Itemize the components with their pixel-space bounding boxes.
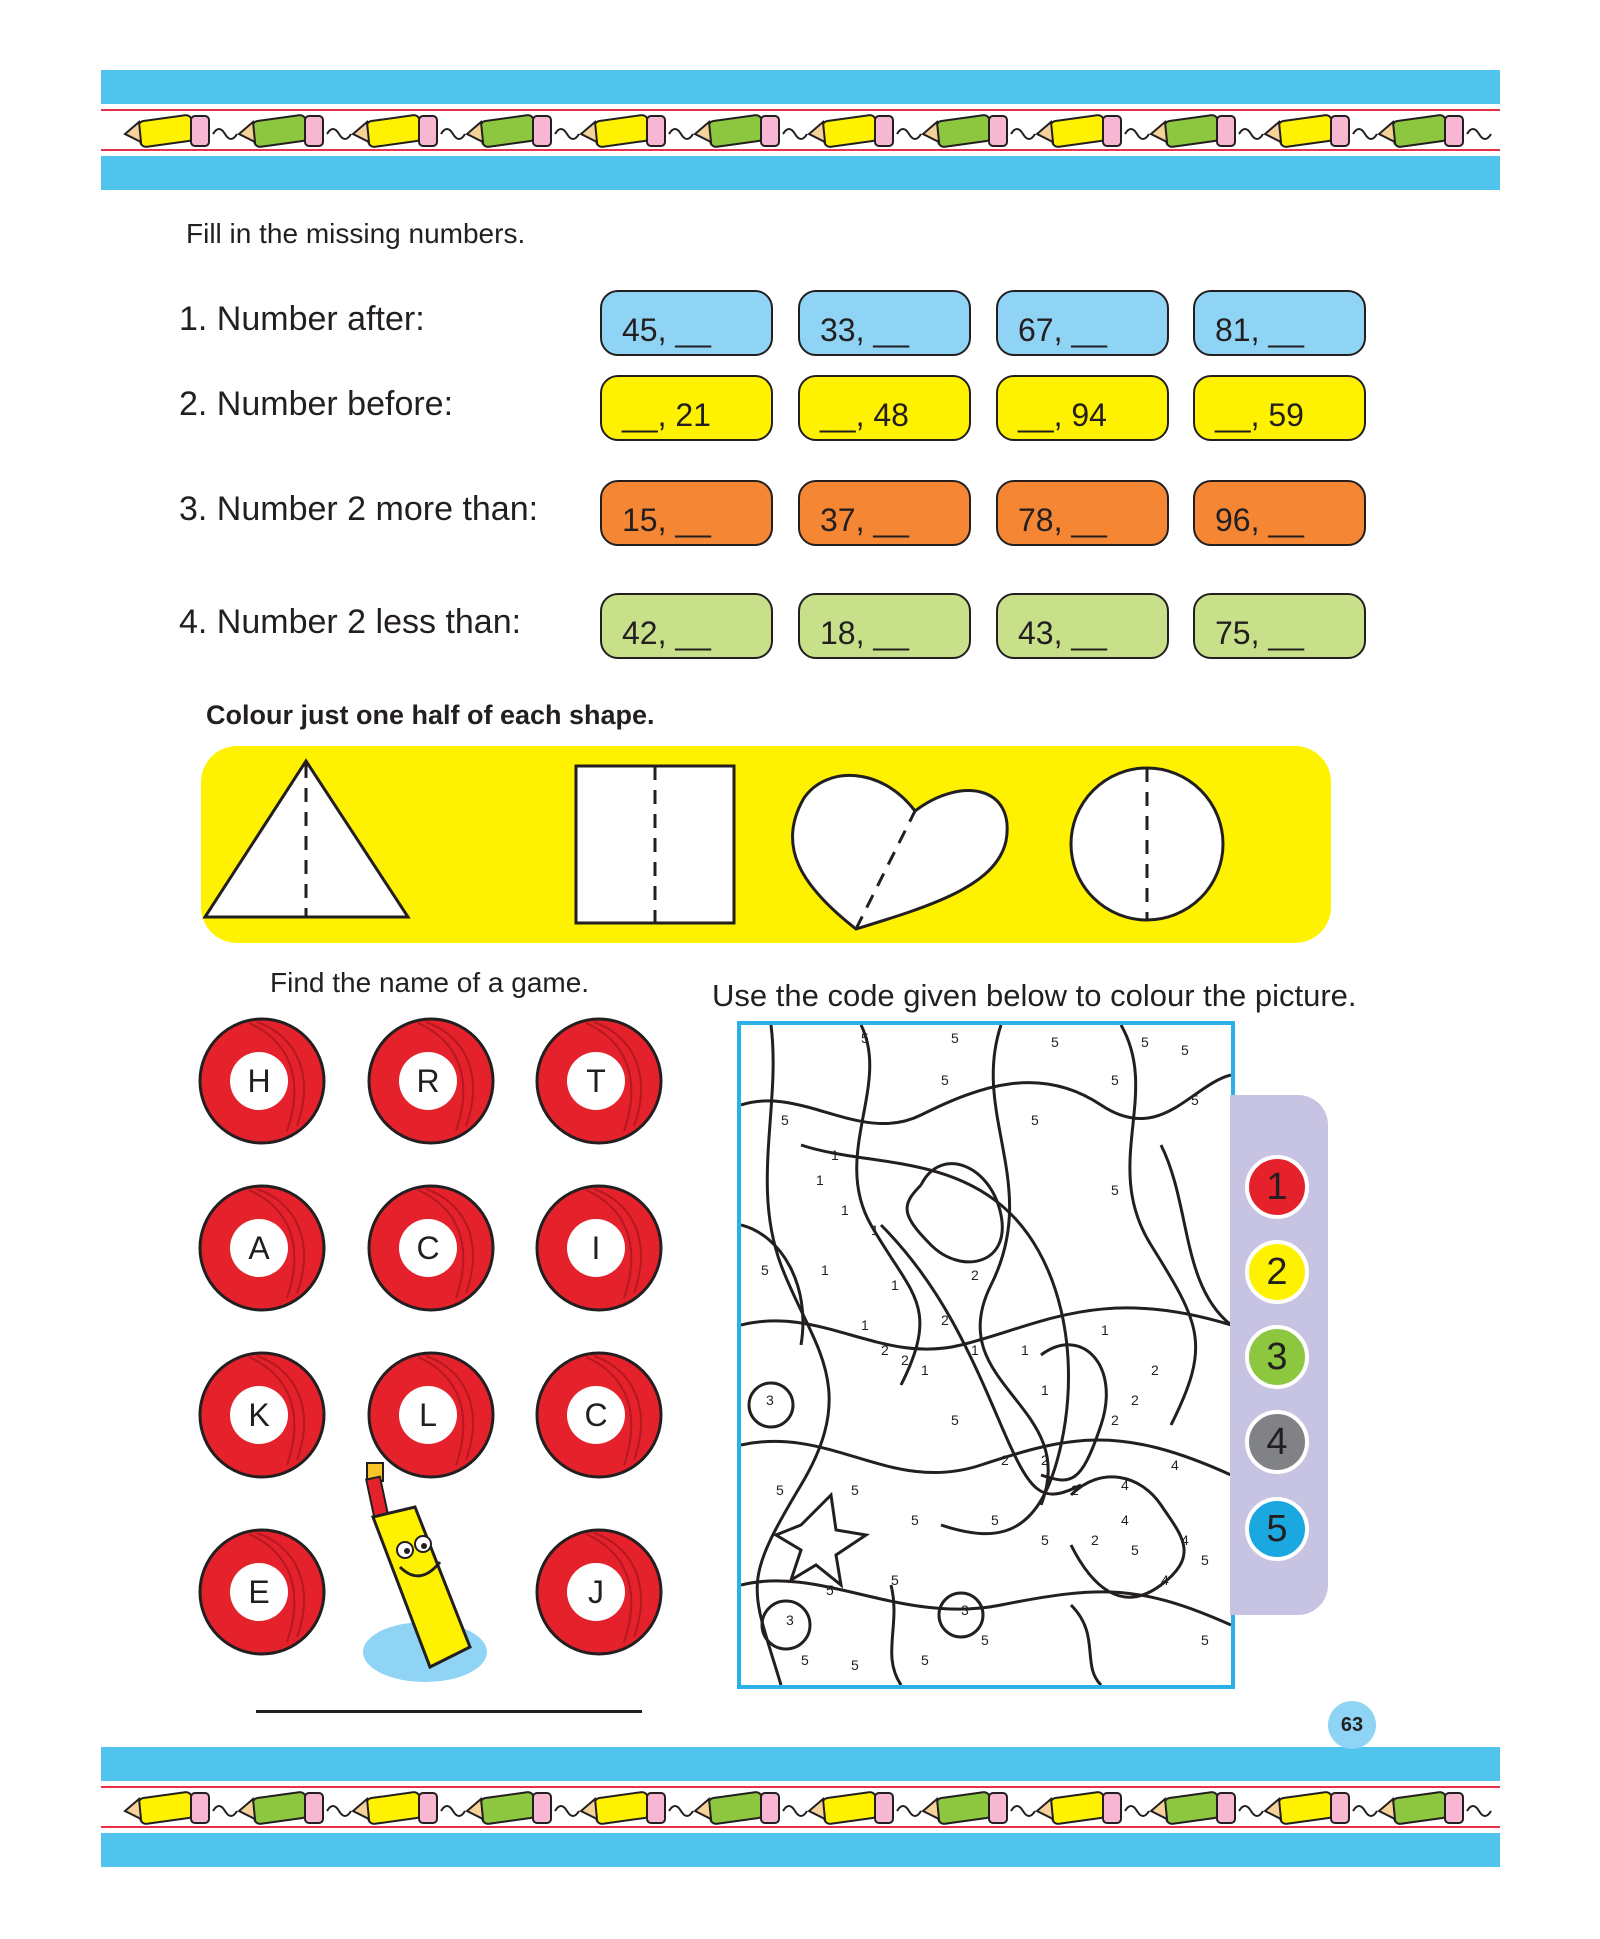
picture-number: 2 (1151, 1362, 1159, 1378)
pencil-strip (101, 104, 1500, 156)
cricket-bat-icon (355, 1462, 495, 1692)
picture-number: 5 (1191, 1092, 1199, 1108)
number-box[interactable]: 37, __ (798, 480, 971, 546)
number-box[interactable]: __, 59 (1193, 375, 1366, 441)
picture-number: 1 (831, 1147, 839, 1163)
picture-number: 5 (991, 1512, 999, 1528)
number-box[interactable]: 42, __ (600, 593, 773, 659)
colour-code-4: 4 (1245, 1410, 1309, 1474)
colour-code-instruction: Use the code given below to colour the picture. (712, 978, 1357, 1013)
picture-number: 5 (1041, 1532, 1049, 1548)
picture-number: 2 (1041, 1452, 1049, 1468)
cricket-ball-icon[interactable] (534, 1527, 664, 1657)
picture-number: 2 (971, 1267, 979, 1283)
pencil-strip (101, 1781, 1500, 1833)
picture-number: 5 (801, 1652, 809, 1668)
picture-number: 2 (1001, 1452, 1009, 1468)
picture-number: 1 (821, 1262, 829, 1278)
pencil-border-icon (101, 104, 1500, 156)
ball-letter: R (416, 1063, 440, 1099)
picture-number: 5 (776, 1482, 784, 1498)
ball-letter: E (248, 1574, 270, 1610)
picture-number: 5 (851, 1657, 859, 1673)
picture-number: 1 (871, 1222, 879, 1238)
picture-number: 2 (1111, 1412, 1119, 1428)
cricket-ball-icon[interactable] (366, 1183, 496, 1313)
ball-letter: C (416, 1230, 440, 1266)
number-box[interactable]: 33, __ (798, 290, 971, 356)
triangle-icon[interactable] (205, 761, 408, 917)
square-icon[interactable] (576, 766, 734, 923)
picture-number: 4 (1171, 1457, 1179, 1473)
picture-number: 5 (941, 1072, 949, 1088)
picture-number: 5 (1031, 1112, 1039, 1128)
picture-number: 4 (1121, 1512, 1129, 1528)
picture-number: 4 (1161, 1572, 1169, 1588)
picture-number: 4 (1121, 1477, 1129, 1493)
picture-number: 5 (951, 1412, 959, 1428)
picture-number: 1 (816, 1172, 824, 1188)
number-box[interactable]: 43, __ (996, 593, 1169, 659)
page-number: 63 (1328, 1701, 1376, 1749)
picture-number: 5 (951, 1030, 959, 1046)
picture-number: 1 (861, 1317, 869, 1333)
ball-letter: L (419, 1397, 437, 1433)
answer-line[interactable] (256, 1710, 642, 1713)
cricket-ball-icon[interactable] (197, 1183, 327, 1313)
picture-number: 5 (911, 1512, 919, 1528)
picture-number: 5 (826, 1582, 834, 1598)
ball-letter: I (591, 1230, 601, 1266)
cricket-ball-icon[interactable] (366, 1016, 496, 1146)
picture-number: 5 (891, 1572, 899, 1588)
colour-code-5: 5 (1245, 1497, 1309, 1561)
colour-half-instruction: Colour just one half of each shape. (206, 700, 655, 730)
question-label: 1. Number after: (179, 300, 425, 338)
question-label: 2. Number before: (179, 385, 454, 423)
cricket-ball-icon[interactable] (534, 1350, 664, 1480)
picture-number: 5 (761, 1262, 769, 1278)
number-box[interactable]: 96, __ (1193, 480, 1366, 546)
picture-number: 3 (786, 1612, 794, 1628)
number-box[interactable]: 15, __ (600, 480, 773, 546)
picture-number: 1 (1101, 1322, 1109, 1338)
cricket-ball-icon[interactable] (534, 1016, 664, 1146)
number-box[interactable]: 45, __ (600, 290, 773, 356)
find-game-instruction: Find the name of a game. (270, 967, 590, 998)
cricket-ball-icon[interactable] (366, 1350, 496, 1480)
shapes-panel (201, 746, 1331, 943)
number-box[interactable]: __, 94 (996, 375, 1169, 441)
cricket-ball-icon[interactable] (197, 1350, 327, 1480)
picture-number: 1 (891, 1277, 899, 1293)
picture-number: 2 (941, 1312, 949, 1328)
picture-number: 1 (971, 1342, 979, 1358)
picture-number: 2 (901, 1352, 909, 1368)
picture-number: 5 (1181, 1042, 1189, 1058)
picture-number: 1 (841, 1202, 849, 1218)
picture-number: 5 (1051, 1034, 1059, 1050)
question-label: 3. Number 2 more than: (179, 490, 539, 528)
top-decorative-border (101, 70, 1500, 190)
picture-number: 4 (1181, 1532, 1189, 1548)
picture-number: 2 (1131, 1392, 1139, 1408)
fill-missing-numbers-instruction: Fill in the missing numbers. (186, 218, 526, 249)
colour-code-1: 1 (1245, 1155, 1309, 1219)
picture-number: 5 (851, 1482, 859, 1498)
number-box[interactable]: 75, __ (1193, 593, 1366, 659)
picture-number: 1 (921, 1362, 929, 1378)
picture-number: 2 (881, 1342, 889, 1358)
colour-by-number-picture[interactable] (737, 1021, 1235, 1689)
picture-number: 2 (1091, 1532, 1099, 1548)
picture-number: 5 (1131, 1542, 1139, 1558)
picture-number: 5 (1111, 1072, 1119, 1088)
circle-icon[interactable] (1071, 768, 1223, 920)
picture-number: 5 (781, 1112, 789, 1128)
picture-number: 5 (1201, 1632, 1209, 1648)
picture-number: 5 (981, 1632, 989, 1648)
picture-number: 1 (1021, 1342, 1029, 1358)
picture-number: 5 (861, 1030, 869, 1046)
ball-letter: J (588, 1574, 604, 1610)
pencil-border-icon (101, 1781, 1500, 1833)
cricket-ball-icon[interactable] (534, 1183, 664, 1313)
picture-number: 5 (921, 1652, 929, 1668)
picture-number: 3 (961, 1602, 969, 1618)
colour-code-3: 3 (1245, 1325, 1309, 1389)
cricket-ball-icon[interactable] (197, 1527, 327, 1657)
ball-letter: C (584, 1397, 608, 1433)
ball-letter: H (247, 1063, 271, 1099)
number-box[interactable]: 78, __ (996, 480, 1169, 546)
heart-icon[interactable] (792, 775, 1007, 929)
picture-number: 2 (1071, 1482, 1079, 1498)
bottom-decorative-border (101, 1747, 1500, 1867)
ball-letter: K (248, 1397, 270, 1433)
number-box[interactable]: __, 48 (798, 375, 971, 441)
picture-number: 5 (1141, 1034, 1149, 1050)
number-box[interactable]: __, 21 (600, 375, 773, 441)
number-box[interactable]: 18, __ (798, 593, 971, 659)
picture-number: 5 (1201, 1552, 1209, 1568)
cricket-ball-icon[interactable] (197, 1016, 327, 1146)
picture-number: 3 (766, 1392, 774, 1408)
number-box[interactable]: 67, __ (996, 290, 1169, 356)
ball-letter: T (586, 1063, 606, 1099)
colour-code-2: 2 (1245, 1240, 1309, 1304)
question-label: 4. Number 2 less than: (179, 603, 522, 641)
ball-letter: A (248, 1230, 270, 1266)
picture-number: 5 (1111, 1182, 1119, 1198)
number-box[interactable]: 81, __ (1193, 290, 1366, 356)
picture-number: 1 (1041, 1382, 1049, 1398)
